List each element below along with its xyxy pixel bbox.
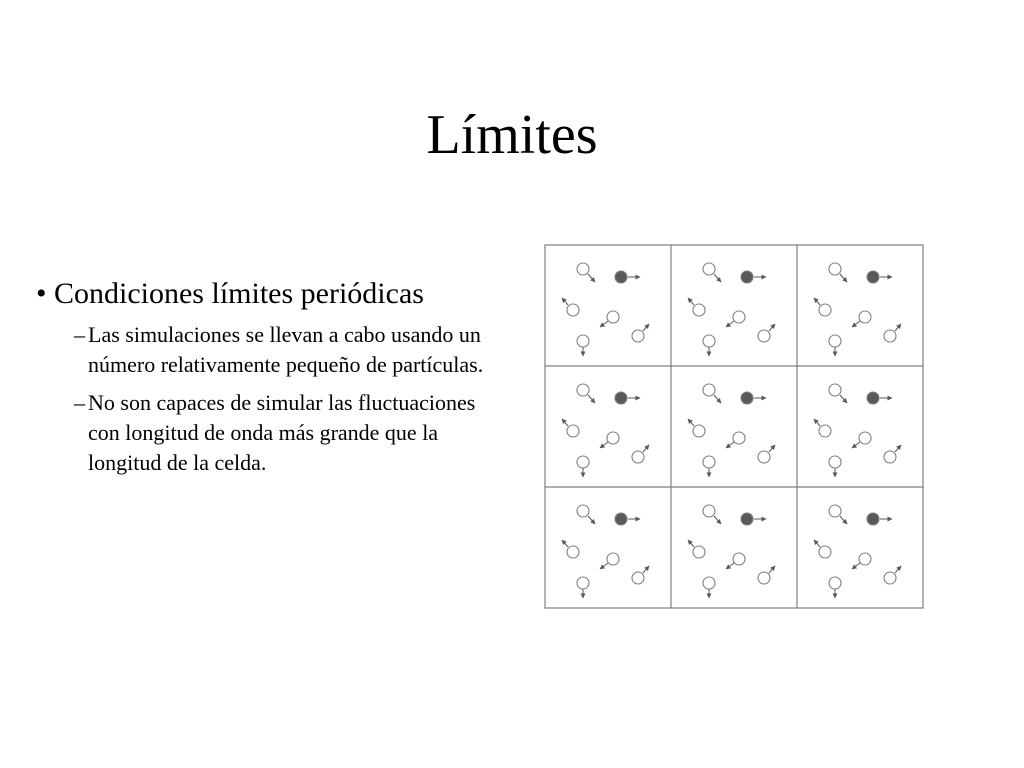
velocity-arrow: [688, 298, 694, 305]
bullet-marker: •: [36, 277, 47, 310]
particle: [819, 546, 831, 558]
velocity-arrow: [714, 395, 721, 403]
simulation-cell: [814, 263, 901, 356]
particle: [703, 456, 715, 468]
velocity-arrow: [840, 395, 847, 403]
highlighted-particle: [867, 271, 879, 283]
particle: [577, 263, 589, 275]
slide-title: Límites: [426, 104, 598, 166]
highlighted-particle: [867, 513, 879, 525]
particle: [703, 505, 715, 517]
particle: [733, 311, 745, 323]
velocity-arrow: [895, 445, 901, 452]
particle: [607, 553, 619, 565]
velocity-arrow: [726, 442, 734, 448]
simulation-cell: [688, 505, 775, 598]
particle: [703, 577, 715, 589]
velocity-arrow: [769, 324, 775, 331]
velocity-arrow: [562, 419, 568, 426]
highlighted-particle: [615, 271, 627, 283]
velocity-arrow: [895, 566, 901, 573]
particle: [577, 505, 589, 517]
simulation-cell: [562, 505, 649, 598]
highlighted-particle: [615, 392, 627, 404]
particle: [607, 311, 619, 323]
velocity-arrow: [562, 298, 568, 305]
velocity-arrow: [852, 442, 860, 448]
velocity-arrow: [769, 566, 775, 573]
velocity-arrow: [643, 445, 649, 452]
highlighted-particle: [615, 513, 627, 525]
particle: [703, 263, 715, 275]
velocity-arrow: [769, 445, 775, 452]
particle: [829, 505, 841, 517]
simulation-cell: [688, 384, 775, 477]
velocity-arrow: [643, 566, 649, 573]
particle: [607, 432, 619, 444]
velocity-arrow: [852, 321, 860, 327]
highlighted-particle: [741, 271, 753, 283]
velocity-arrow: [814, 540, 820, 547]
particle: [758, 330, 770, 342]
velocity-arrow: [726, 321, 734, 327]
particle: [884, 451, 896, 463]
simulation-cell: [562, 263, 649, 356]
highlighted-particle: [741, 513, 753, 525]
velocity-arrow: [643, 324, 649, 331]
velocity-arrow: [688, 540, 694, 547]
velocity-arrow: [600, 321, 608, 327]
bullet-list: [36, 276, 506, 478]
particle: [733, 553, 745, 565]
highlighted-particle: [867, 392, 879, 404]
particle: [693, 425, 705, 437]
velocity-arrow: [588, 274, 595, 282]
particle: [703, 384, 715, 396]
particle: [632, 572, 644, 584]
particle: [733, 432, 745, 444]
particle: [577, 456, 589, 468]
particle: [577, 384, 589, 396]
velocity-arrow: [895, 324, 901, 331]
sub-bullet-text: Las simulaciones se llevan a cabo usando un número relativamente pequeño de partículas.: [88, 322, 484, 377]
particle: [819, 304, 831, 316]
particle: [567, 304, 579, 316]
velocity-arrow: [562, 540, 568, 547]
particle: [632, 330, 644, 342]
particle: [859, 553, 871, 565]
particle: [758, 572, 770, 584]
particle: [819, 425, 831, 437]
particle: [703, 335, 715, 347]
velocity-arrow: [726, 563, 734, 569]
velocity-arrow: [814, 419, 820, 426]
particle: [693, 546, 705, 558]
simulation-cell: [814, 505, 901, 598]
bullet-text: Condiciones límites periódicas: [54, 277, 424, 310]
particle: [758, 451, 770, 463]
highlighted-particle: [741, 392, 753, 404]
sub-bullet-item: [74, 388, 506, 478]
simulation-cell: [688, 263, 775, 356]
particle: [693, 304, 705, 316]
bullet-item: [36, 276, 506, 312]
sub-bullet-text: No son capaces de simular las fluctuaciones con longitud de onda más grande que la longitud de la celda.: [88, 390, 476, 475]
velocity-arrow: [852, 563, 860, 569]
particle: [577, 577, 589, 589]
particle: [567, 425, 579, 437]
particle: [884, 572, 896, 584]
velocity-arrow: [814, 298, 820, 305]
velocity-arrow: [600, 442, 608, 448]
sub-bullet-marker: –: [74, 322, 85, 347]
velocity-arrow: [588, 395, 595, 403]
periodic-boundary-diagram: [544, 244, 924, 610]
simulation-cell: [814, 384, 901, 477]
velocity-arrow: [588, 516, 595, 524]
velocity-arrow: [714, 516, 721, 524]
sub-bullet-marker: –: [74, 390, 85, 415]
particle: [859, 311, 871, 323]
velocity-arrow: [600, 563, 608, 569]
particle: [829, 384, 841, 396]
sub-bullet-item: [74, 320, 506, 380]
particle: [884, 330, 896, 342]
particle: [567, 546, 579, 558]
particle: [632, 451, 644, 463]
velocity-arrow: [840, 274, 847, 282]
velocity-arrow: [840, 516, 847, 524]
particle: [859, 432, 871, 444]
particle: [829, 263, 841, 275]
particle: [829, 335, 841, 347]
particle: [829, 456, 841, 468]
particle: [577, 335, 589, 347]
simulation-cell: [562, 384, 649, 477]
particle: [829, 577, 841, 589]
velocity-arrow: [688, 419, 694, 426]
velocity-arrow: [714, 274, 721, 282]
